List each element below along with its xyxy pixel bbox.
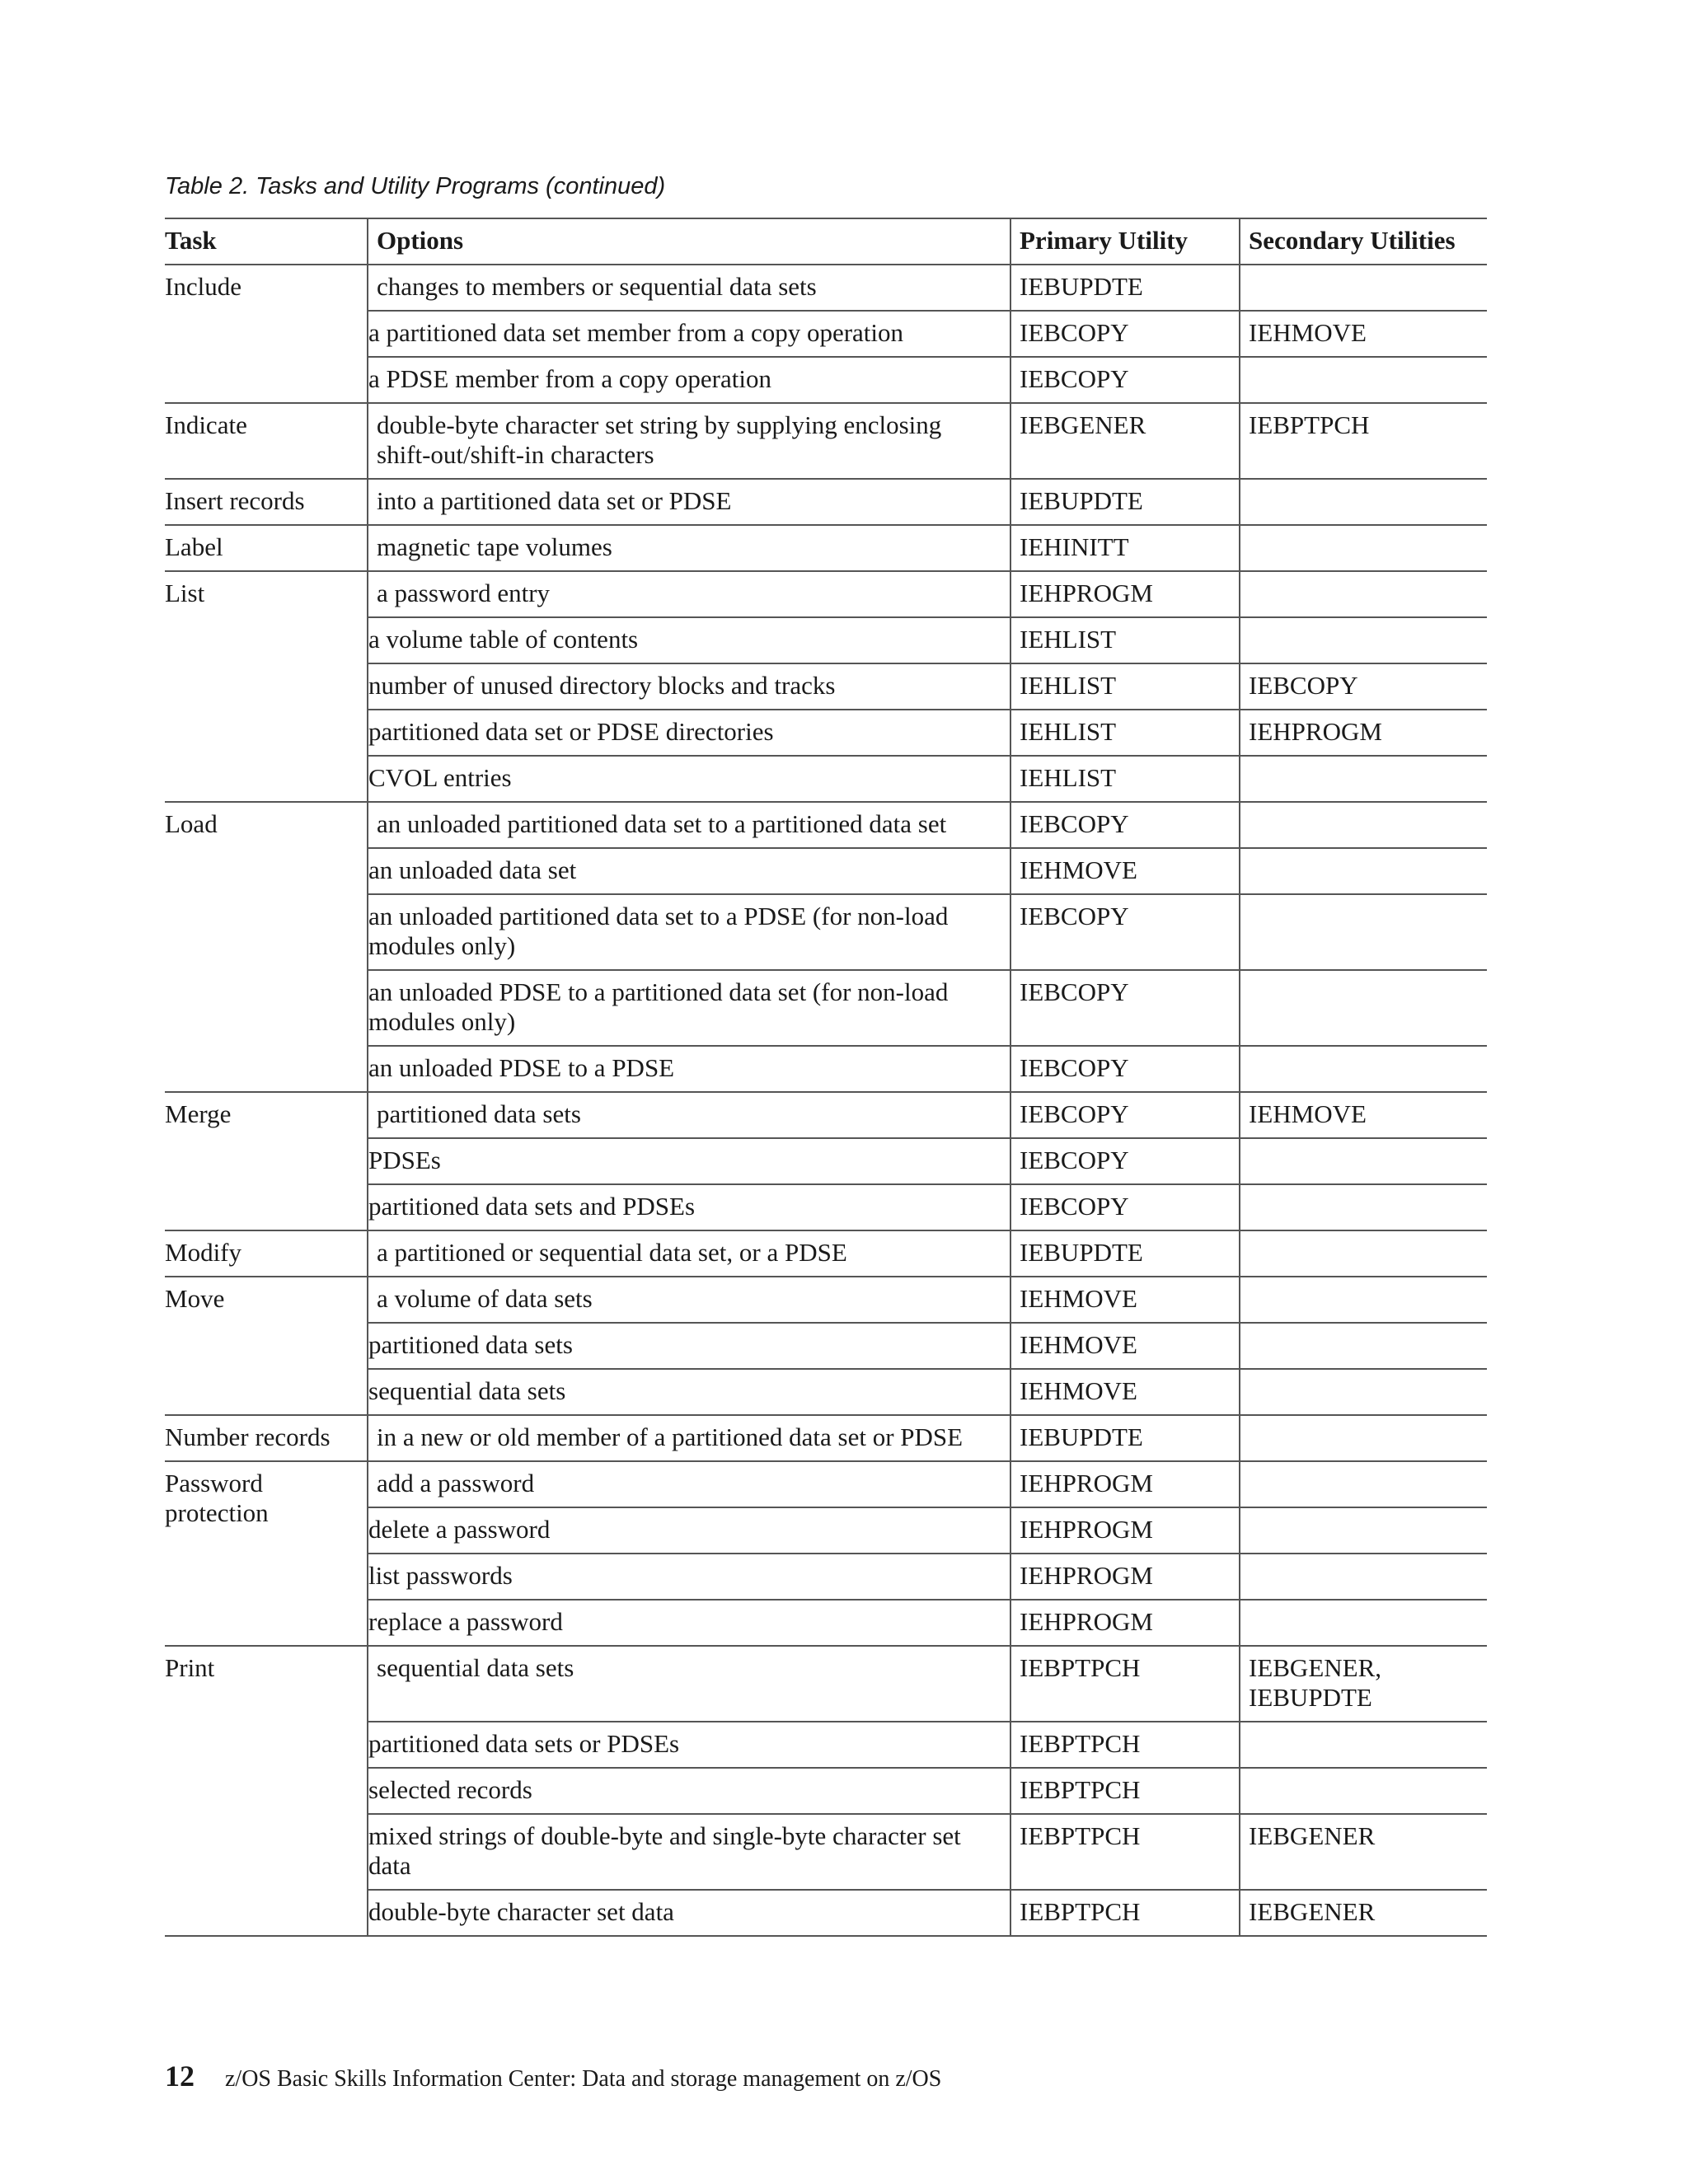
primary-utility-cell: IEHPROGM bbox=[1010, 1461, 1240, 1507]
secondary-utility-cell bbox=[1240, 1138, 1487, 1184]
secondary-utility-cell bbox=[1240, 525, 1487, 571]
task-cell: Load bbox=[165, 802, 368, 1092]
table-row bbox=[165, 1461, 1487, 1507]
option-cell: CVOL entries bbox=[368, 756, 1010, 802]
header-row bbox=[165, 218, 1487, 265]
primary-utility-cell: IEBPTPCH bbox=[1010, 1890, 1240, 1936]
option-cell: a password entry bbox=[368, 571, 1010, 617]
primary-utility-cell: IEBPTPCH bbox=[1010, 1768, 1240, 1814]
secondary-utility-cell: IEBGENER bbox=[1240, 1890, 1487, 1936]
option-cell: a volume of data sets bbox=[368, 1277, 1010, 1323]
option-cell: an unloaded PDSE to a partitioned data set (for non-load modules only) bbox=[368, 970, 1010, 1046]
secondary-utility-cell bbox=[1240, 894, 1487, 970]
option-cell: add a password bbox=[368, 1461, 1010, 1507]
table-caption: Table 2. Tasks and Utility Programs (continued) bbox=[165, 173, 666, 199]
table-row bbox=[165, 1277, 1487, 1323]
primary-utility-cell: IEHLIST bbox=[1010, 617, 1240, 663]
secondary-utility-cell: IEBCOPY bbox=[1240, 663, 1487, 710]
secondary-utility-cell: IEBGENER, IEBUPDTE bbox=[1240, 1646, 1487, 1722]
option-cell: PDSEs bbox=[368, 1138, 1010, 1184]
header-secondary-utilities: Secondary Utilities bbox=[1240, 218, 1487, 265]
secondary-utility-cell bbox=[1240, 357, 1487, 403]
secondary-utility-cell bbox=[1240, 1554, 1487, 1600]
option-cell: a volume table of contents bbox=[368, 617, 1010, 663]
task-cell: Indicate bbox=[165, 403, 368, 479]
primary-utility-cell: IEBPTPCH bbox=[1010, 1722, 1240, 1768]
secondary-utility-cell bbox=[1240, 1369, 1487, 1415]
option-cell: a PDSE member from a copy operation bbox=[368, 357, 1010, 403]
footer-text: z/OS Basic Skills Information Center: Data and storage management on z/OS bbox=[225, 2066, 942, 2092]
secondary-utility-cell: IEBGENER bbox=[1240, 1814, 1487, 1890]
option-cell: sequential data sets bbox=[368, 1646, 1010, 1722]
option-cell: magnetic tape volumes bbox=[368, 525, 1010, 571]
primary-utility-cell: IEBPTPCH bbox=[1010, 1646, 1240, 1722]
table-row bbox=[165, 1230, 1487, 1277]
secondary-utility-cell bbox=[1240, 1507, 1487, 1554]
table-row bbox=[165, 1415, 1487, 1461]
task-cell: Print bbox=[165, 1646, 368, 1936]
primary-utility-cell: IEHPROGM bbox=[1010, 1600, 1240, 1646]
option-cell: double-byte character set string by supplying enclosing shift-out/shift-in characters bbox=[368, 403, 1010, 479]
option-cell: partitioned data sets or PDSEs bbox=[368, 1722, 1010, 1768]
primary-utility-cell: IEBCOPY bbox=[1010, 1092, 1240, 1138]
page-number: 12 bbox=[165, 2060, 195, 2093]
table-row bbox=[165, 479, 1487, 525]
primary-utility-cell: IEBCOPY bbox=[1010, 1046, 1240, 1092]
secondary-utility-cell bbox=[1240, 1415, 1487, 1461]
table-row bbox=[165, 403, 1487, 479]
task-cell: Modify bbox=[165, 1230, 368, 1277]
table-row bbox=[165, 802, 1487, 848]
primary-utility-cell: IEHLIST bbox=[1010, 710, 1240, 756]
header-primary-utility: Primary Utility bbox=[1010, 218, 1240, 265]
secondary-utility-cell: IEHMOVE bbox=[1240, 1092, 1487, 1138]
option-cell: sequential data sets bbox=[368, 1369, 1010, 1415]
option-cell: partitioned data sets bbox=[368, 1092, 1010, 1138]
option-cell: delete a password bbox=[368, 1507, 1010, 1554]
table-row bbox=[165, 525, 1487, 571]
primary-utility-cell: IEBCOPY bbox=[1010, 802, 1240, 848]
task-cell: Password protection bbox=[165, 1461, 368, 1646]
secondary-utility-cell bbox=[1240, 617, 1487, 663]
task-cell: Merge bbox=[165, 1092, 368, 1230]
primary-utility-cell: IEHLIST bbox=[1010, 663, 1240, 710]
primary-utility-cell: IEHMOVE bbox=[1010, 1323, 1240, 1369]
task-cell: Insert records bbox=[165, 479, 368, 525]
table-body bbox=[165, 265, 1487, 1936]
option-cell: a partitioned or sequential data set, or a PDSE bbox=[368, 1230, 1010, 1277]
secondary-utility-cell bbox=[1240, 479, 1487, 525]
tasks-utilities-table bbox=[165, 218, 1487, 1937]
secondary-utility-cell bbox=[1240, 1600, 1487, 1646]
secondary-utility-cell bbox=[1240, 265, 1487, 311]
primary-utility-cell: IEBUPDTE bbox=[1010, 479, 1240, 525]
primary-utility-cell: IEHMOVE bbox=[1010, 1369, 1240, 1415]
table-row bbox=[165, 265, 1487, 311]
primary-utility-cell: IEBCOPY bbox=[1010, 311, 1240, 357]
secondary-utility-cell bbox=[1240, 1768, 1487, 1814]
secondary-utility-cell bbox=[1240, 571, 1487, 617]
secondary-utility-cell bbox=[1240, 1323, 1487, 1369]
primary-utility-cell: IEBUPDTE bbox=[1010, 265, 1240, 311]
option-cell: list passwords bbox=[368, 1554, 1010, 1600]
primary-utility-cell: IEBCOPY bbox=[1010, 894, 1240, 970]
primary-utility-cell: IEHPROGM bbox=[1010, 571, 1240, 617]
task-cell: Number records bbox=[165, 1415, 368, 1461]
secondary-utility-cell bbox=[1240, 1046, 1487, 1092]
option-cell: an unloaded data set bbox=[368, 848, 1010, 894]
primary-utility-cell: IEBCOPY bbox=[1010, 1184, 1240, 1230]
secondary-utility-cell bbox=[1240, 848, 1487, 894]
secondary-utility-cell bbox=[1240, 1230, 1487, 1277]
header-task: Task bbox=[165, 218, 368, 265]
option-cell: a partitioned data set member from a copy operation bbox=[368, 311, 1010, 357]
primary-utility-cell: IEBGENER bbox=[1010, 403, 1240, 479]
primary-utility-cell: IEHPROGM bbox=[1010, 1554, 1240, 1600]
secondary-utility-cell bbox=[1240, 1277, 1487, 1323]
page-footer bbox=[165, 2059, 941, 2093]
option-cell: an unloaded partitioned data set to a PDSE (for non-load modules only) bbox=[368, 894, 1010, 970]
task-cell: Move bbox=[165, 1277, 368, 1415]
secondary-utility-cell bbox=[1240, 802, 1487, 848]
task-cell: List bbox=[165, 571, 368, 802]
option-cell: partitioned data set or PDSE directories bbox=[368, 710, 1010, 756]
table-row bbox=[165, 571, 1487, 617]
primary-utility-cell: IEHINITT bbox=[1010, 525, 1240, 571]
secondary-utility-cell bbox=[1240, 970, 1487, 1046]
secondary-utility-cell bbox=[1240, 1722, 1487, 1768]
secondary-utility-cell: IEBPTPCH bbox=[1240, 403, 1487, 479]
option-cell: changes to members or sequential data sets bbox=[368, 265, 1010, 311]
table-header bbox=[165, 218, 1487, 265]
option-cell: replace a password bbox=[368, 1600, 1010, 1646]
option-cell: double-byte character set data bbox=[368, 1890, 1010, 1936]
option-cell: number of unused directory blocks and tracks bbox=[368, 663, 1010, 710]
secondary-utility-cell bbox=[1240, 1461, 1487, 1507]
primary-utility-cell: IEHPROGM bbox=[1010, 1507, 1240, 1554]
secondary-utility-cell: IEHPROGM bbox=[1240, 710, 1487, 756]
primary-utility-cell: IEHMOVE bbox=[1010, 848, 1240, 894]
primary-utility-cell: IEBUPDTE bbox=[1010, 1415, 1240, 1461]
option-cell: mixed strings of double-byte and single-byte character set data bbox=[368, 1814, 1010, 1890]
option-cell: into a partitioned data set or PDSE bbox=[368, 479, 1010, 525]
task-cell: Include bbox=[165, 265, 368, 403]
primary-utility-cell: IEBCOPY bbox=[1010, 357, 1240, 403]
option-cell: an unloaded PDSE to a PDSE bbox=[368, 1046, 1010, 1092]
secondary-utility-cell bbox=[1240, 756, 1487, 802]
primary-utility-cell: IEHMOVE bbox=[1010, 1277, 1240, 1323]
task-cell: Label bbox=[165, 525, 368, 571]
option-cell: in a new or old member of a partitioned data set or PDSE bbox=[368, 1415, 1010, 1461]
primary-utility-cell: IEHLIST bbox=[1010, 756, 1240, 802]
primary-utility-cell: IEBCOPY bbox=[1010, 1138, 1240, 1184]
primary-utility-cell: IEBPTPCH bbox=[1010, 1814, 1240, 1890]
secondary-utility-cell: IEHMOVE bbox=[1240, 311, 1487, 357]
table-row bbox=[165, 1646, 1487, 1722]
option-cell: partitioned data sets bbox=[368, 1323, 1010, 1369]
header-options: Options bbox=[368, 218, 1010, 265]
primary-utility-cell: IEBUPDTE bbox=[1010, 1230, 1240, 1277]
table-row bbox=[165, 1092, 1487, 1138]
option-cell: an unloaded partitioned data set to a partitioned data set bbox=[368, 802, 1010, 848]
option-cell: partitioned data sets and PDSEs bbox=[368, 1184, 1010, 1230]
secondary-utility-cell bbox=[1240, 1184, 1487, 1230]
option-cell: selected records bbox=[368, 1768, 1010, 1814]
primary-utility-cell: IEBCOPY bbox=[1010, 970, 1240, 1046]
